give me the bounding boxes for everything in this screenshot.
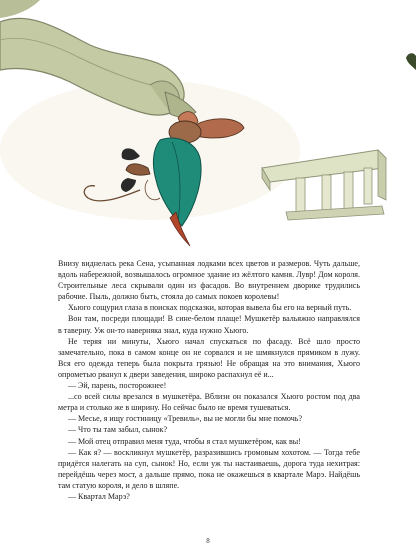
illustration bbox=[0, 0, 416, 250]
dialogue-line: — Мой отец отправил меня туда, чтобы я стал мушкетёром, как вы! bbox=[68, 436, 301, 446]
dialogue-line: — Как я? — воскликнул мушкетёр, разразившись громовым хохотом. — Тогда тебе придётся налегать на суп, сынок! Но, если уж ты настаиваешь, дорога туда нехитрая: перейдёшь через мост, а дальше прямо, пока не окажешься в квартале Марэ. Найдёшь там статую короля, и дело в шляпе. bbox=[58, 447, 360, 490]
page-number: 8 bbox=[206, 537, 210, 545]
dialogue-line: — Месье, я ищу гостиницу «Тревиль», вы не могли бы мне помочь? bbox=[68, 414, 303, 424]
paragraph: ...со всей силы врезался в мушкетёра. Вблизи он показался Хьюго ростом под два метра и столько же в ширину. Но сейчас было не время тушеваться. bbox=[58, 392, 360, 413]
paragraph: Не теряя ни минуты, Хьюго начал спускаться по фасаду. Всё шло просто замечательно, пока в самом конце он не сорвался и не шмякнулся прямиком в лужу. Вся его одежда теперь была покрыта грязью! Не обращая на это внимания, Хьюго опрометью рванул к двери заведения, широко распахнул её и... bbox=[58, 336, 360, 379]
dialogue-line: — Квартал Марэ? bbox=[68, 491, 130, 501]
gargoyle-mouse-icon bbox=[0, 0, 416, 250]
story-text bbox=[58, 258, 360, 502]
paragraph: Хьюго сощурил глаза в поисках подсказки, которая вывела бы его на верный путь. bbox=[68, 303, 352, 313]
dialogue-line: — Что ты там забыл, сынок? bbox=[68, 425, 168, 435]
paragraph: Вон там, посреди площади! В сине-белом плаще! Мушкетёр вальяжно направлялся в таверну. Уж он-то наверняка знал, куда нужно Хьюго. bbox=[58, 314, 360, 335]
paragraph: Внизу виднелась река Сена, усыпанная лодками всех цветов и размеров. Чуть дальше, вдоль набережной, возвышалось огромное здание из жёлтого камня. Лувр! Дом короля. Строительные леса скрывали один из фасадов. Во внутреннем дворике трудились рабочие. Пыль, должно быть, стояла до самых покоев королевы! bbox=[58, 259, 360, 302]
dialogue-line: — Эй, парень, посторожнее! bbox=[68, 381, 167, 391]
